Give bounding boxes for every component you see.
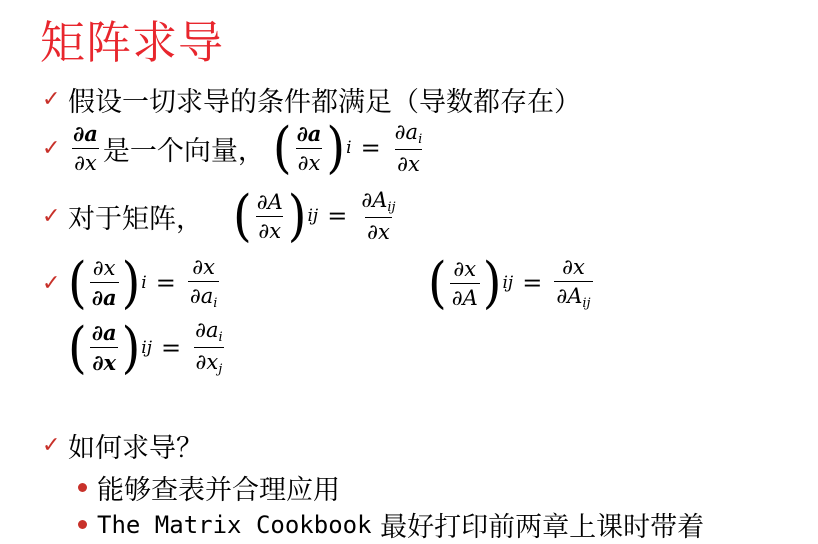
checkmark-icon: ✓ <box>42 87 61 112</box>
slide-title: 矩阵求导 <box>40 16 225 69</box>
item-matrix <box>42 183 401 249</box>
checkmark-icon: ✓ <box>42 433 61 458</box>
item-text: 对于矩阵， <box>68 203 203 235</box>
checkmark-icon: ✓ <box>42 135 61 161</box>
item-text: 是一个向量， <box>102 135 265 167</box>
cookbook-name: The Matrix Cookbook <box>97 510 372 539</box>
checkmark-icon: ✓ <box>42 270 61 296</box>
formula-dx-da: ( $\frac{\partial x}{\partial a}$ ) i = $\frac{\partial x}{\partial a_i}$ <box>68 250 218 316</box>
checkmark-icon: ✓ <box>42 203 61 229</box>
formula-da-dx-matrix: ( $\frac{\partial a}{\partial x}$ ) ij = $\frac{\partial a_i}{\partial x_j}$ <box>68 315 223 380</box>
item-vector <box>42 115 427 181</box>
item-how <box>42 426 203 465</box>
sub-item-cookbook <box>76 505 704 544</box>
bullet-dot-icon <box>78 483 87 492</box>
item-text: 假设一切求导的条件都满足（导数都存在） <box>68 87 581 118</box>
item-derivatives <box>42 250 222 316</box>
bullet-dot-icon <box>78 520 87 529</box>
sub-item-table <box>76 468 340 507</box>
fraction-da-dx: $\frac{\partial a}{\partial x}$ <box>73 121 98 175</box>
sub-item-text: 能够查表并合理应用 <box>97 475 340 506</box>
sub-item-text: 最好打印前两章上课时带着 <box>371 512 705 543</box>
formula-dx-dA: ( $\frac{\partial x}{\partial A}$ ) ij = $\frac{\partial x}{\partial A_{ij}}$ <box>428 250 591 316</box>
formula-vector-component: ( $\frac{\partial a}{\partial x}$ ) i = $\frac{\partial a_i}{\partial x}$ <box>272 115 423 181</box>
item-assumption <box>42 80 581 119</box>
formula-matrix-component: ( $\frac{\partial A}{\partial x}$ ) ij = $\frac{\partial A_{ij}}{\partial x}$ <box>233 183 396 249</box>
item-text: 如何求导？ <box>68 433 203 464</box>
